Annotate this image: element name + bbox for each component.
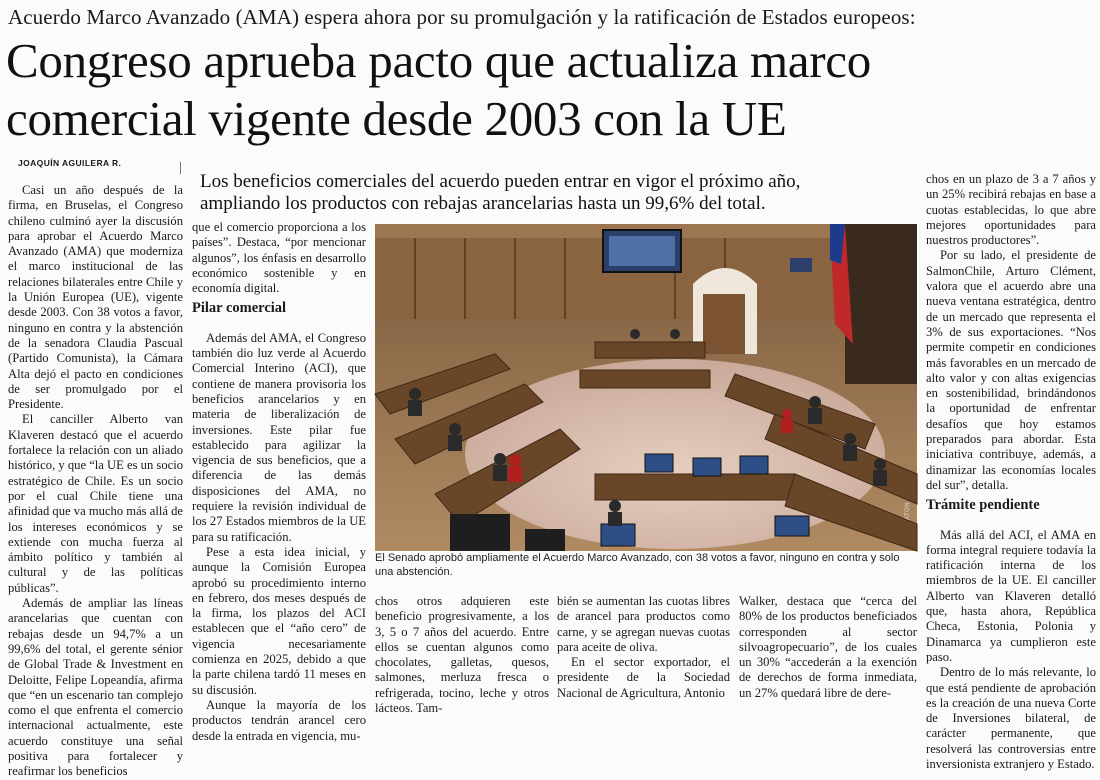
byline-divider	[180, 162, 181, 174]
paragraph: Además del AMA, el Congreso también dio luz verde al Acuerdo Comercial Interino (ACI), que contiene de manera provisoria los beneficios arancelarios y en materia de liberalización de inversiones. Este pilar fue establecido para agilizar la vigencia de sus beneficios, que a diferencia de las demás disposiciones del AMA, no requiere la revisión individual de los 27 Estados miembros de la UE para su ratificación.	[192, 330, 366, 544]
paragraph: chos en un plazo de 3 a 7 años y un 25% recibirá rebajas en base a cuotas establecidas, lo que abre mejores oportunidades para nuestros productores”.	[926, 172, 1096, 248]
article-column-2	[192, 220, 366, 743]
paragraph: Más allá del ACI, el AMA en forma integral requiere todavía la ratificación interna de los miembros de la UE. El canciller Alberto van Klaveren detalló que, hasta ahora, República Checa, Estonia, Polonia y Dinamarca ya cumplieron este paso.	[926, 527, 1096, 664]
subheadline-line-1: Los beneficios comerciales del acuerdo pueden entrar en vigor el próximo año,	[200, 171, 801, 192]
subheadline	[200, 171, 860, 215]
article-column-1	[8, 183, 183, 779]
paragraph: Aunque la mayoría de los productos tendrán arancel cero desde la entrada en vigencia, mu-	[192, 697, 366, 743]
kicker: Acuerdo Marco Avanzado (AMA) espera ahora por su promulgación y la ratificación de Estados europeos:	[8, 5, 916, 29]
paragraph: En el sector exportador, el presidente de la Sociedad Nacional de Agricultura, Antonio	[557, 655, 730, 700]
article-column-bottom-3	[739, 594, 917, 700]
article-column-right	[926, 172, 1096, 771]
paragraph: chos otros adquieren este beneficio progresivamente, a los 3, 5 o 7 años del acuerdo. Entre ellos se cuentan algunos como chocolates, galletas, quesos, salmones, merluza fresca o refrigerada, tocino, leche y otros lácteos. Tam-	[375, 594, 549, 716]
paragraph: Por su lado, el presidente de SalmonChile, Arturo Clément, valora que el acuerdo abre una nueva ventana estratégica, dentro de un mercado que representa el 3% de sus exportaciones. “Nos permite competir en condiciones más favorables en un mercado de alto valor y con altas exigencias en sostenibilidad, brindándonos la oportunidad de enfrentar desafíos que hoy estamos preparados para abordar. Esta iniciativa contribuye, además, a dinamizar las economías locales del sur”, detalla.	[926, 248, 1096, 492]
headline	[6, 32, 1096, 148]
section-heading-tramite-pendiente: Trámite pendiente	[926, 497, 1040, 514]
paragraph: Walker, destaca que “cerca del 80% de los productos beneficiados corresponden al sector silvoagropecuario”, de los cuales un 30% “accederán a la exención de derechos de forma inmediata, un 27% quedará libre de dere-	[739, 594, 917, 700]
paragraph: Dentro de lo más relevante, lo que está pendiente de aprobación es la creación de una nueva Corte de Inversiones bilateral, de carácter permanente, que resolverá las controversias entre inversionista extranjero y Estado.	[926, 665, 1096, 771]
photo-credit: ATON	[905, 501, 911, 520]
paragraph: El canciller Alberto van Klaveren destacó que el acuerdo fortalece la relación con un aliado histórico, y que “la UE es un socio estratégico de Chile. Es un socio por el cual Chile tiene una afinidad que va mucho más allá de los intereses económicos y se extiende con mucha fuerza al ámbito político y también al cultural y de las políticas públicas”.	[8, 412, 183, 595]
paragraph: Pese a esta idea inicial, y aunque la Comisión Europea aprobó su procedimiento interno en febrero, dos meses después de la firma, los plazos del ACI establecen que el “año cero” de vigencia necesariamente comienza en 2025, debido a que la parte chilena tardó 11 meses en su discusión.	[192, 544, 366, 697]
article-column-bottom-2	[557, 594, 730, 700]
senate-chamber-illustration	[375, 224, 917, 551]
senate-chamber-photo	[375, 224, 917, 551]
paragraph: Casi un año después de la firma, en Bruselas, el Congreso chileno culminó ayer la discusión para aprobar el Acuerdo Marco Avanzado (AMA) que moderniza el marco institucional de las relaciones bilaterales entre Chile y la Unión Europea (UE), vigente desde 2003. Con 38 votos a favor, ninguno en contra y la abstención de la senadora Claudia Pascual (Partido Comunista), la Cámara Alta dejó el pacto en condiciones de ser promulgado por el Presidente.	[8, 183, 183, 412]
paragraph: Además de ampliar las líneas arancelarias que cuentan con rebajas desde un 94,7% a un 99,6% del total, el gerente sénior de Global Trade & Investment en Deloitte, Felipe Lopeandía, afirma que “en un escenario tan complejo como el que enfrenta el comercio internacional actualmente, este acuerdo constituye una señal positiva para fortalecer y reafirmar los beneficios	[8, 596, 183, 779]
byline: JOAQUÍN AGUILERA R.	[18, 158, 122, 168]
subheadline-line-2: ampliando los productos con rebajas arancelarias hasta un 99,6% del total.	[200, 193, 766, 214]
paragraph: que el comercio proporciona a los países”. Destaca, “por mencionar algunos”, los énfasis en desarrollo económico sostenible y en economía digital.	[192, 220, 366, 296]
paragraph: bién se aumentan las cuotas libres de arancel para productos como carne, y se agregan nuevas cuotas para aceite de oliva.	[557, 594, 730, 654]
section-heading-pilar-comercial: Pilar comercial	[192, 300, 287, 317]
photo-caption: El Senado aprobó ampliamente el Acuerdo Marco Avanzado, con 38 votos a favor, ninguno en contra y solo una abstención.	[375, 552, 900, 578]
headline-line-1: Congreso aprueba pacto que actualiza marco	[6, 33, 871, 88]
headline-line-2: comercial vigente desde 2003 con la UE	[6, 91, 787, 146]
article-column-bottom-1	[375, 594, 549, 716]
